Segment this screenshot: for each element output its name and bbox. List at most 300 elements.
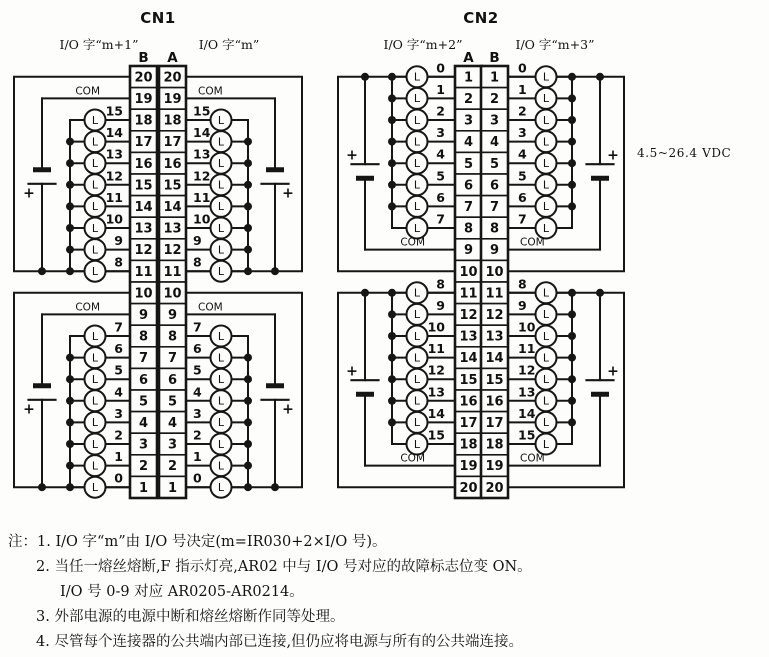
pin-number: 16 [485,394,504,410]
pin-number: 2 [167,459,178,475]
load-symbol: L [542,329,550,343]
load-symbol: L [542,394,550,408]
junction-dot [244,246,252,254]
junction-dot [66,418,74,426]
pin-number: 1 [463,70,474,86]
pin-number: 3 [138,437,149,453]
junction-dot [388,354,396,362]
load-symbol: L [413,200,421,214]
pin-number: 8 [167,329,178,345]
pin-number: 14 [485,351,504,367]
load-symbol: L [413,92,421,106]
pin-number: 20 [459,480,478,496]
io-number-label: 6 [436,189,445,205]
pin-number: 10 [134,286,153,302]
junction-dot [361,73,369,81]
pin-number: 19 [163,92,182,107]
load-symbol: L [542,416,550,430]
io-number-label: 15 [193,103,211,119]
io-number-label: 5 [114,362,123,378]
io-number-label: 2 [193,427,202,443]
voltage-range-label: 4.5~26.4 VDC [637,146,732,160]
pin-number: 19 [485,459,504,475]
junction-dot [66,224,74,232]
junction-dot [244,138,252,146]
junction-dot [388,202,396,210]
load-symbol: L [542,200,550,214]
io-number-label: 4 [436,146,445,162]
pin-number: 13 [459,329,478,345]
pin-number: 8 [138,329,149,345]
load-symbol: L [91,221,99,235]
io-number-label: 0 [114,470,123,486]
battery-plus-sign: + [607,363,619,380]
junction-dot [66,483,74,491]
junction-dot [568,332,576,340]
pin-number: 11 [134,264,153,280]
io-number-label: 2 [518,103,527,119]
io-number-label: 12 [518,362,536,378]
pin-number: 2 [463,92,474,107]
junction-dot [66,462,74,470]
load-symbol: L [542,92,550,106]
pin-number: 17 [163,135,182,151]
pin-number: 2 [489,92,500,107]
load-symbol: L [91,113,99,127]
io-number-label: 9 [518,297,527,313]
io-number-label: 13 [427,384,445,400]
junction-dot [66,246,74,254]
junction-dot [66,181,74,189]
io-number-label: 2 [436,103,445,119]
load-symbol: L [413,373,421,386]
io-word-label-cn1-right: I/O 字“m” [198,37,260,52]
pin-number: 13 [485,329,504,345]
junction-dot [388,332,396,340]
load-symbol: L [91,157,99,170]
junction-dot [388,138,396,146]
io-number-label: 12 [193,168,211,184]
io-number-label: 8 [436,276,445,292]
io-number-label: 10 [427,319,445,335]
io-number-label: 3 [114,405,123,421]
io-number-label: 11 [193,189,211,205]
load-symbol: L [91,243,99,257]
pin-number: 17 [459,416,478,431]
pin-number: 4 [167,416,178,431]
pin-number: 14 [163,200,182,215]
load-symbol: L [91,135,99,149]
junction-dot [568,289,576,297]
junction-dot [244,202,252,210]
junction-dot [568,73,576,81]
pin-number: 6 [463,178,474,194]
junction-dot [244,375,252,383]
load-symbol: L [91,437,99,451]
junction-dot [388,310,396,318]
load-symbol: L [542,286,550,300]
pin-number: 13 [163,221,182,237]
io-number-label: 14 [518,405,536,421]
load-symbol: L [542,70,550,84]
pin-number: 15 [134,178,153,194]
io-number-label: 1 [114,449,123,465]
pin-number: 15 [485,372,504,388]
note-line-3: I/O 号 0-9 对应 AR0205-AR0214。 [60,584,304,600]
pin-number: 8 [463,221,474,237]
load-symbol: L [217,157,225,170]
pin-number: 18 [459,437,478,453]
connector-title-cn2: CN2 [463,9,499,27]
load-symbol: L [91,200,99,214]
io-number-label: 7 [436,211,445,227]
load-symbol: L [413,351,421,365]
pin-number: 9 [489,243,500,259]
io-number-label: 4 [193,384,202,400]
junction-dot [244,483,252,491]
load-symbol: L [217,113,225,127]
io-number-label: 6 [518,189,527,205]
load-symbol: L [542,437,550,451]
io-number-label: 7 [518,211,527,227]
junction-dot [244,181,252,189]
io-number-label: 15 [427,427,445,443]
connector-title-cn1: CN1 [140,9,176,27]
load-symbol: L [413,221,421,235]
pin-number: 18 [134,113,153,129]
junction-dot [568,116,576,124]
load-symbol: L [413,394,421,408]
junction-dot [244,397,252,405]
junction-dot [66,354,74,362]
junction-dot [388,418,396,426]
pin-number: 7 [138,351,149,367]
io-number-label: 13 [193,146,211,162]
load-symbol: L [542,373,550,386]
pin-number: 12 [485,308,504,323]
pin-number: 15 [459,372,478,388]
io-number-label: 10 [518,319,536,335]
junction-dot [568,375,576,383]
io-number-label: 9 [114,233,123,249]
io-number-label: 1 [436,81,445,97]
junction-dot [244,440,252,448]
pin-number: 16 [459,394,478,410]
load-symbol: L [413,157,421,170]
io-number-label: 8 [518,276,527,292]
pin-number: 7 [167,351,178,367]
pin-number: 20 [134,70,153,86]
io-word-label-cn2-left: I/O 字“m+2” [383,37,463,52]
io-number-label: 13 [105,146,123,162]
pin-number: 14 [134,200,153,215]
pin-number: 8 [489,221,500,237]
com-label: COM [198,301,223,314]
io-number-label: 14 [427,405,445,421]
junction-dot [66,375,74,383]
junction-dot [66,397,74,405]
battery-plus-sign: + [23,401,35,418]
io-number-label: 14 [193,125,211,141]
load-symbol: L [91,265,99,278]
io-number-label: 12 [105,168,123,184]
junction-dot [244,462,252,470]
load-symbol: L [413,329,421,343]
load-symbol: L [542,157,550,170]
pin-number: 7 [489,200,500,215]
junction-dot [596,289,604,297]
junction-dot [66,159,74,167]
load-symbol: L [217,200,225,214]
io-number-label: 4 [114,384,123,400]
pin-number: 12 [163,243,182,259]
load-symbol: L [217,178,225,192]
pin-number: 16 [134,156,153,172]
load-symbol: L [91,373,99,386]
io-number-label: 0 [436,60,445,76]
pin-number: 6 [138,372,149,388]
pin-number: 4 [489,135,500,151]
junction-dot [38,267,46,275]
pin-number: 17 [485,416,504,431]
junction-dot [388,73,396,81]
junction-dot [568,354,576,362]
load-symbol: L [542,221,550,235]
com-label: COM [75,301,100,314]
io-number-label: 5 [518,168,527,184]
junction-dot [66,440,74,448]
battery-plus-sign: + [282,401,294,418]
load-symbol: L [542,135,550,149]
io-number-label: 10 [105,211,123,227]
junction-dot [361,289,369,297]
io-number-label: 3 [518,125,527,141]
io-number-label: 6 [114,341,123,357]
load-symbol: L [217,481,225,494]
pin-number: 16 [163,156,182,172]
io-number-label: 6 [193,341,202,357]
junction-dot [388,116,396,124]
pin-number: 1 [489,70,500,86]
pin-number: 12 [459,308,478,323]
io-number-label: 11 [427,341,445,357]
pin-number: 9 [138,308,149,323]
io-number-label: 3 [436,125,445,141]
junction-dot [568,310,576,318]
load-symbol: L [217,416,225,430]
pin-number: 4 [138,416,149,431]
pin-number: 5 [463,156,474,172]
pin-number: 6 [167,372,178,388]
io-number-label: 14 [105,125,123,141]
io-number-label: 0 [193,470,202,486]
column-letter: B [138,50,149,66]
pin-number: 5 [489,156,500,172]
io-number-label: 15 [518,427,536,443]
io-number-label: 13 [518,384,536,400]
pin-number: 7 [463,200,474,215]
io-number-label: 7 [193,319,202,335]
load-symbol: L [542,351,550,365]
pin-number: 4 [463,135,474,151]
load-symbol: L [217,394,225,408]
pin-number: 3 [167,437,178,453]
pin-number: 5 [138,394,149,410]
io-number-label: 1 [193,449,202,465]
io-number-label: 5 [436,168,445,184]
junction-dot [66,202,74,210]
io-number-label: 9 [193,233,202,249]
pin-number: 18 [163,113,182,129]
io-number-label: 8 [114,254,123,270]
pin-number: 11 [485,286,504,302]
load-symbol: L [91,416,99,430]
io-number-label: 5 [193,362,202,378]
load-symbol: L [91,351,99,365]
pin-number: 11 [459,286,478,302]
pin-number: 20 [485,480,504,496]
load-symbol: L [542,113,550,127]
junction-dot [66,138,74,146]
pin-number: 1 [138,480,149,496]
pin-number: 10 [459,264,478,280]
com-label: COM [520,452,545,465]
column-letter: B [489,50,500,66]
load-symbol: L [217,243,225,257]
com-label: COM [520,236,545,249]
pin-number: 3 [489,113,500,129]
load-symbol: L [217,459,225,473]
pin-number: 9 [167,308,178,323]
io-number-label: 7 [114,319,123,335]
com-label: COM [400,236,425,249]
battery-plus-sign: + [23,185,35,202]
junction-dot [568,202,576,210]
load-symbol: L [91,178,99,192]
power-rail-wire [14,293,130,487]
junction-dot [244,354,252,362]
pin-number: 10 [163,286,182,302]
io-number-label: 12 [427,362,445,378]
pin-number: 17 [134,135,153,151]
column-letter: A [167,50,178,66]
load-symbol: L [413,70,421,84]
battery-plus-sign: + [346,363,358,380]
io-number-label: 4 [518,146,527,162]
junction-dot [244,224,252,232]
load-symbol: L [217,265,225,278]
io-number-label: 9 [436,297,445,313]
junction-dot [271,483,279,491]
io-word-label-cn1-left: I/O 字“m+1” [59,37,139,52]
junction-dot [244,418,252,426]
pin-number: 18 [485,437,504,453]
junction-dot [388,181,396,189]
battery-plus-sign: + [282,185,294,202]
load-symbol: L [217,373,225,386]
load-symbol: L [542,308,550,322]
pin-number: 15 [163,178,182,194]
pin-number: 3 [463,113,474,129]
load-symbol: L [217,437,225,451]
junction-dot [271,267,279,275]
battery-plus-sign: + [607,147,619,164]
com-label: COM [400,452,425,465]
pin-number: 1 [167,480,178,496]
junction-dot [388,375,396,383]
io-number-label: 1 [518,81,527,97]
junction-dot [568,94,576,102]
junction-dot [568,397,576,405]
junction-dot [568,181,576,189]
junction-dot [244,267,252,275]
note-line-4: 3. 外部电源的电源中断和熔丝熔断作同等处理。 [36,609,345,625]
load-symbol: L [91,394,99,408]
load-symbol: L [413,113,421,127]
junction-dot [388,94,396,102]
note-line-1: 注：1. I/O 字“m”由 I/O 号决定(m=IR030+2×I/O 号)。 [8,534,387,550]
pin-number: 13 [134,221,153,237]
io-number-label: 0 [518,60,527,76]
pin-number: 20 [163,70,182,86]
junction-dot [596,73,604,81]
io-number-label: 11 [518,341,536,357]
load-symbol: L [217,135,225,149]
load-symbol: L [413,308,421,322]
junction-dot [244,159,252,167]
io-number-label: 15 [105,103,123,119]
load-symbol: L [413,416,421,430]
pin-number: 19 [459,459,478,475]
pin-number: 6 [489,178,500,194]
com-label: COM [198,85,223,98]
load-symbol: L [542,178,550,192]
io-number-label: 10 [193,211,211,227]
pin-number: 2 [138,459,149,475]
pin-number: 19 [134,92,153,107]
battery-plus-sign: + [346,147,358,164]
load-symbol: L [217,351,225,365]
pin-number: 11 [163,264,182,280]
io-number-label: 2 [114,427,123,443]
load-symbol: L [217,221,225,235]
column-letter: A [463,50,474,66]
load-symbol: L [413,135,421,149]
junction-dot [568,418,576,426]
com-label: COM [75,85,100,98]
pin-number: 14 [459,351,478,367]
junction-dot [568,138,576,146]
load-symbol: L [91,459,99,473]
pin-number: 9 [463,243,474,259]
pin-number: 10 [485,264,504,280]
load-symbol: L [91,481,99,494]
junction-dot [388,397,396,405]
junction-dot [568,159,576,167]
io-number-label: 3 [193,405,202,421]
pin-number: 5 [167,394,178,410]
io-number-label: 11 [105,189,123,205]
power-rail-wire [186,293,302,487]
io-number-label: 8 [193,254,202,270]
junction-dot [66,267,74,275]
load-symbol: L [413,178,421,192]
pin-number: 12 [134,243,153,259]
load-symbol: L [413,437,421,451]
note-line-5: 4. 尽管每个连接器的公共端内部已连接,但仍应将电源与所有的公共端连接。 [36,634,524,650]
junction-dot [388,289,396,297]
load-symbol: L [217,329,225,343]
